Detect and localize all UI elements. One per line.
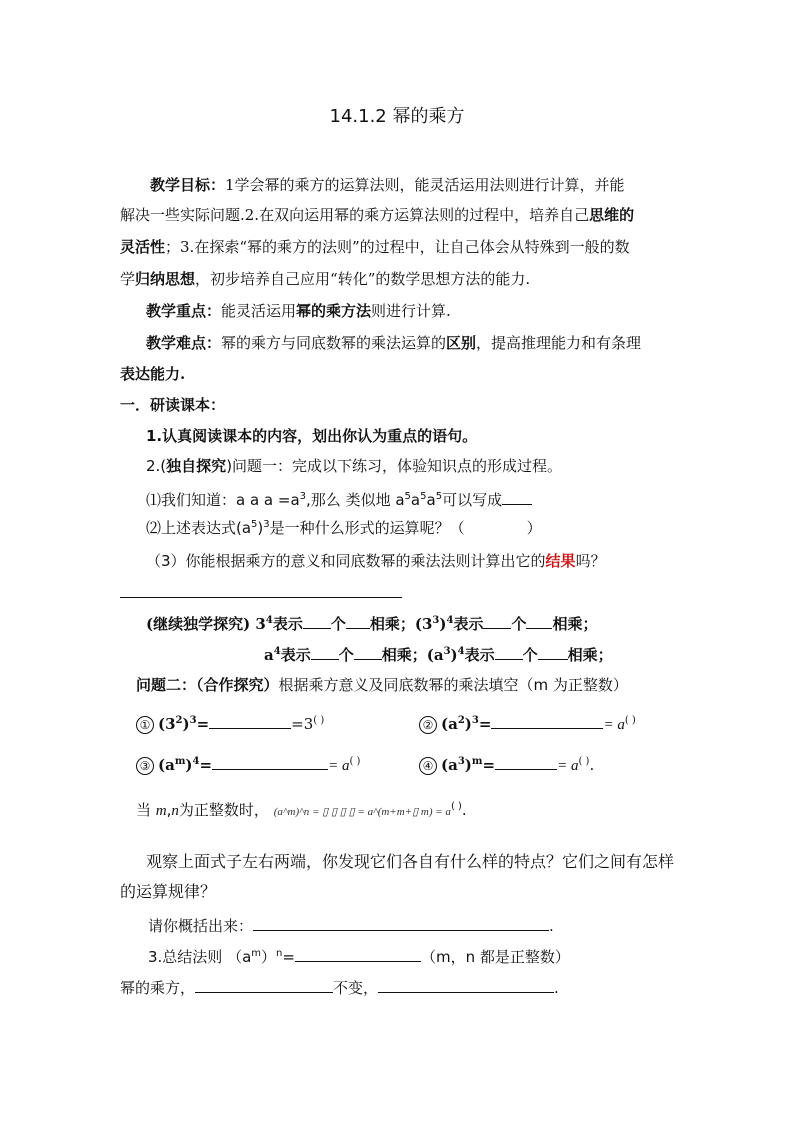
ex1-a: (3	[158, 715, 176, 733]
q2-text-b: )	[257, 519, 264, 537]
difficulty-text-a: 幂的乘方与同底数幂的乘法运算的	[221, 334, 447, 352]
summarize-blank[interactable]	[253, 914, 549, 931]
when-comma: ,	[166, 801, 172, 819]
q1-sup-3: 5	[420, 491, 427, 502]
exercise-1-number: ①	[136, 716, 154, 734]
q2-text-c: 是一种什么形式的运算呢？（	[269, 519, 465, 537]
q3-red-text: 结果	[545, 552, 576, 570]
q2-sup-1: 5	[251, 519, 258, 530]
cont-2h: 相乘；	[567, 646, 613, 664]
cont-blank-5[interactable]	[311, 643, 339, 660]
key-point-text-c: 则进行计算.	[371, 302, 451, 320]
objectives-line-2	[120, 205, 634, 225]
q3-text-b: 吗？	[575, 552, 606, 570]
q1-text-c: 可以写成	[442, 491, 503, 509]
ex1-p: ( )	[313, 715, 325, 726]
q3-text-a: （3）你能根据乘方的意义和同底数幂的乘法法则计算出它的	[146, 552, 546, 570]
exercise-4-number: ④	[419, 757, 437, 775]
cont-blank-6[interactable]	[354, 643, 382, 660]
ex4-c: =	[482, 756, 496, 774]
rule-line	[148, 945, 570, 967]
ex2-p: ( )	[624, 715, 636, 726]
ex4-b: )	[464, 756, 472, 774]
objectives-label: 教学目标：	[150, 176, 226, 194]
objectives-line-4	[120, 269, 530, 289]
power-rule-line	[120, 976, 559, 998]
question-1	[146, 488, 532, 510]
section-heading	[120, 395, 225, 415]
page-title: 14.1.2 幂的乘方	[329, 106, 465, 127]
general-formula: (a^m)^n = ▯ ▯ ▯ ▯ = a^(m+m+▯ m) = a	[273, 806, 451, 818]
item-1	[146, 426, 477, 446]
summarize-line	[148, 914, 554, 936]
continue-line-2	[264, 643, 613, 665]
observe-text-1: 观察上面式子左右两端，你发现它们各自有什么样的特点？它们之间有怎样	[146, 852, 675, 871]
cont-1g: 个	[511, 615, 527, 633]
q1-text-a: ⑴我们知道：a a a =a	[146, 491, 300, 509]
rule-s2: n	[276, 948, 283, 959]
cont-blank-7[interactable]	[495, 643, 523, 660]
summarize-end: .	[549, 917, 554, 935]
cont-blank-3[interactable]	[483, 612, 511, 629]
when-end: .	[461, 801, 467, 819]
q2-text-a: ⑵上述表达式(a	[146, 519, 252, 537]
question-3	[146, 551, 606, 571]
key-point-line	[146, 301, 451, 321]
item-2-bold: 独自探究	[166, 457, 227, 475]
ex2-d: = a	[603, 717, 625, 733]
exercise-2-number: ②	[419, 716, 437, 734]
section-heading-text: 一．研读课本：	[120, 396, 226, 414]
objectives-bold-2: 灵活性	[120, 238, 166, 256]
problem-2-label: 问题二：（合作探究）	[136, 676, 279, 694]
ex4-d: = a	[557, 758, 579, 774]
objectives-line-1	[150, 175, 625, 195]
item-2-rest: )问题一：完成以下练习，体验知识点的形成过程。	[226, 457, 563, 475]
ex2-b: )	[464, 715, 472, 733]
ex2-s: 2	[457, 715, 465, 726]
exercise-2	[419, 712, 636, 735]
power-a: 幂的乘方，	[120, 979, 196, 997]
when-n: n	[171, 803, 179, 819]
cont-1a: (继续独学探究) 3	[146, 615, 266, 633]
ex2-c: =	[478, 715, 492, 733]
observe-text-2: 的运算规律？	[120, 882, 217, 901]
objectives-text-2: 解决一些实际问题.2.在双向运用幂的乘方运算法则的过程中，培养自己	[120, 206, 590, 224]
difficulty-bold: 区别	[446, 334, 477, 352]
exercise-3-blank[interactable]	[212, 753, 328, 770]
cont-s3: 4	[446, 615, 454, 626]
ex3-s2: 4	[192, 756, 200, 767]
objectives-text-1: 1学会幂的乘方的运算法则，能灵活运用法则进行计算，并能	[225, 176, 625, 194]
key-point-text-a: 能灵活运用	[221, 302, 297, 320]
ex1-s2: 3	[189, 715, 197, 726]
question-2	[146, 518, 542, 538]
exercise-3	[136, 753, 360, 776]
item-1-text: 1.认真阅读课本的内容，划出你认为重点的语句。	[146, 427, 478, 445]
ex4-p: ( )	[578, 756, 590, 767]
ex3-a: (a	[158, 756, 175, 774]
power-blank-1[interactable]	[195, 976, 333, 993]
rule-c: =	[282, 948, 295, 966]
problem-2-text: 根据乘方意义及同底数幂的乘法填空（m 为正整数）	[278, 676, 628, 694]
difficulty-text-2: 表达能力.	[120, 365, 186, 383]
cont-1f: 表示	[453, 615, 484, 633]
q1-sup-2: 5	[404, 491, 411, 502]
q1-answer-blank[interactable]	[502, 488, 532, 505]
cont-s5: 3	[443, 646, 451, 657]
ex3-s: m	[174, 756, 186, 767]
cont-2c: 个	[338, 646, 354, 664]
cont-2g: 个	[522, 646, 538, 664]
ex3-c: =	[199, 756, 213, 774]
ex2-a: (a	[441, 715, 458, 733]
item-2-prefix: 2.(	[146, 457, 167, 475]
q1-text-b: ,那么 类似地 a	[306, 491, 405, 509]
observe-line-2	[120, 882, 216, 902]
key-point-bold: 幂的乘方法	[296, 302, 372, 320]
q1-a-2: a	[426, 491, 436, 509]
ex1-b: )	[182, 715, 190, 733]
rule-blank[interactable]	[295, 945, 421, 962]
summarize-label: 请你概括出来：	[148, 917, 254, 935]
when-p: ( )	[450, 801, 462, 812]
exercise-3-number: ③	[136, 757, 154, 775]
ex3-p: ( )	[349, 756, 361, 767]
ex4-s: 3	[457, 756, 465, 767]
cont-2d: 相乘；(a	[381, 646, 444, 664]
exercise-1	[136, 712, 324, 734]
problem-2	[136, 675, 628, 695]
exercise-4-blank[interactable]	[495, 753, 557, 770]
power-b: 不变，	[333, 979, 379, 997]
cont-s1: 4	[265, 615, 273, 626]
ex4-e: .	[589, 756, 595, 774]
ex1-d: =3	[291, 715, 314, 733]
cont-2f: 表示	[464, 646, 495, 664]
cont-2e: )	[450, 646, 458, 664]
ex2-s2: 3	[471, 715, 479, 726]
rule-a: 3.总结法则 （a	[148, 948, 252, 966]
objectives-text-5: ，初步培养自己应用“转化”的数学思想方法的能力.	[195, 270, 531, 288]
cont-1b: 表示	[272, 615, 303, 633]
rule-b: ）	[261, 948, 277, 966]
q1-sup-1: 3	[299, 491, 307, 502]
difficulty-line-1	[146, 333, 641, 353]
objectives-bold-3: 归纳思想	[135, 270, 196, 288]
ex4-s2: m	[471, 756, 483, 767]
cont-s4: 4	[273, 646, 281, 657]
cont-s2: 3	[432, 615, 440, 626]
ex1-s: 2	[175, 715, 183, 726]
general-formula-line	[136, 800, 467, 822]
power-c: .	[554, 979, 559, 997]
objectives-text-4: 学	[120, 270, 136, 288]
objectives-line-3	[120, 237, 630, 257]
ex3-d: = a	[328, 758, 350, 774]
cont-blank-1[interactable]	[303, 612, 331, 629]
item-2	[146, 456, 562, 476]
ex1-c: =	[196, 715, 210, 733]
q1-a-1: a	[410, 491, 421, 509]
exercise-1-blank[interactable]	[209, 712, 291, 729]
cont-blank-8[interactable]	[538, 643, 568, 660]
cont-2b: 表示	[280, 646, 311, 664]
difficulty-text-c: ，提高推理能力和有条理	[476, 334, 642, 352]
ex3-b: )	[185, 756, 193, 774]
when-b: 为正整数时，	[178, 801, 269, 819]
answer-line[interactable]	[120, 597, 402, 598]
observe-line-1	[146, 852, 674, 872]
cont-s6: 4	[457, 646, 465, 657]
cont-1d: 相乘；(3	[369, 615, 433, 633]
when-m: m	[155, 803, 167, 819]
q2-sup-2: 3	[263, 519, 270, 530]
cont-2a: a	[264, 646, 274, 664]
exercise-2-blank[interactable]	[491, 712, 603, 729]
cont-1e: )	[439, 615, 447, 633]
key-point-label: 教学重点：	[146, 302, 222, 320]
q1-sup-4: 5	[435, 491, 443, 502]
cont-1c: 个	[330, 615, 346, 633]
ex4-a: (a	[441, 756, 458, 774]
cont-blank-4[interactable]	[526, 612, 552, 629]
exercise-4	[419, 753, 594, 776]
rule-d: （m，n 都是正整数）	[420, 948, 570, 966]
rule-s1: m	[251, 948, 262, 959]
power-blank-2[interactable]	[378, 976, 554, 993]
when-a: 当	[136, 801, 156, 819]
difficulty-line-2	[120, 364, 185, 384]
objectives-text-3: ；3.在探索“幂的乘方的法则”的过程中，让自己体会从特殊到一般的数	[165, 238, 630, 256]
cont-1h: 相乘；	[552, 615, 598, 633]
objectives-bold-1: 思维的	[589, 206, 635, 224]
continue-line-1	[146, 612, 598, 634]
difficulty-label: 教学难点：	[146, 334, 222, 352]
q2-text-d: ）	[526, 519, 542, 537]
cont-blank-2[interactable]	[346, 612, 370, 629]
